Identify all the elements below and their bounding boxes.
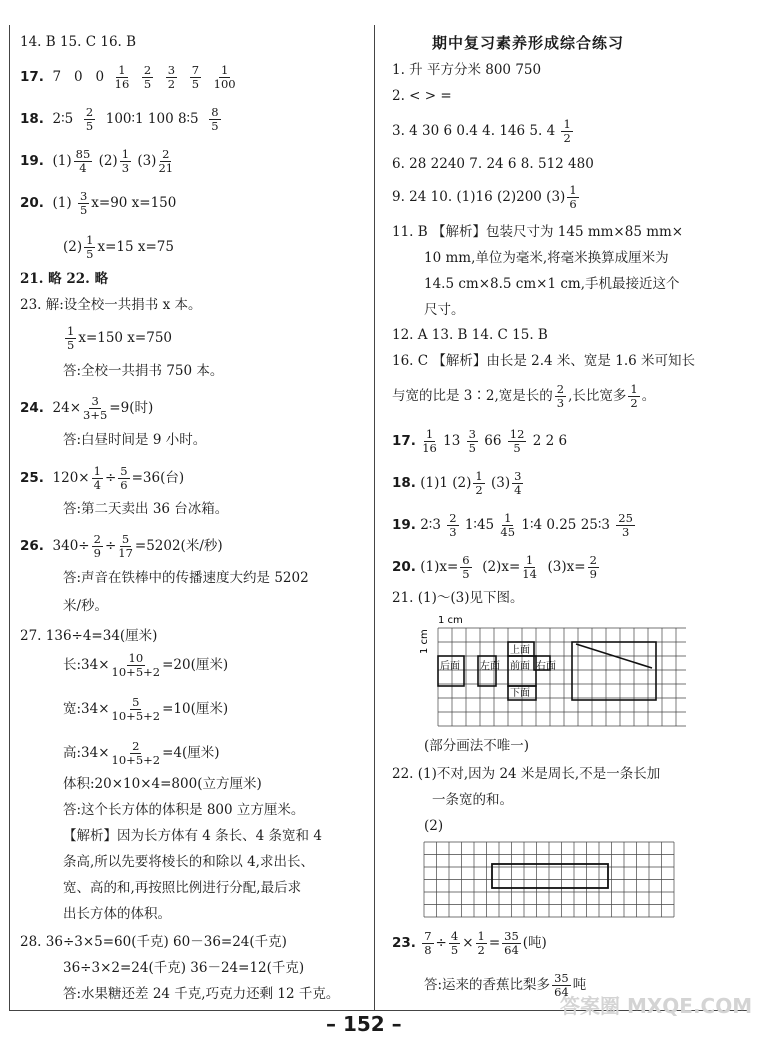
answer-26-ans2: 米/秒。 (63, 598, 109, 614)
answer-r17: 17. $\frac{1}{16}$ 13 $\frac{3}{5}$ 66 $\frac{12}{5}$ 2 2 6 (392, 427, 568, 455)
grid-figure-rectangle (420, 838, 690, 918)
answer-r9-10: 9. 24 10. (1)16 (2)200 (3) $\frac{1}{6}$ (392, 183, 577, 211)
answer-r21: 21. (1)～(3)见下图。 (392, 590, 524, 606)
answer-14-16: 14. B 15. C 16. B (20, 34, 137, 50)
answer-r18: 18. (1)1 (2) $\frac{1}{2}$ (3) $\frac{3}{4}$ (392, 469, 522, 497)
grid-label-front: 前面 (510, 661, 530, 672)
answer-r11-b: 10 mm,单位为毫米,将毫米换算成厘米为 (424, 250, 669, 266)
answer-r3-5: 3. 4 30 6 0.4 4. 146 5. 4 $\frac{1}{2}$ (392, 117, 571, 145)
answer-r23-ans: 答:运来的香蕉比梨多 $\frac{35}{64}$ 吨 (424, 971, 587, 999)
answer-r22-a: 22. (1)不对,因为 24 米是周长,不是一条长加 (392, 766, 661, 782)
answer-27-ans: 答:这个长方体的体积是 800 立方厘米。 (63, 802, 305, 818)
answer-20-2: (2) $\frac{1}{5}$ x=15 x=75 (63, 233, 174, 261)
answer-26: 26. 340÷ $\frac{2}{9}$ ÷ $\frac{5}{17}$ =5202(米/秒) (20, 532, 223, 560)
answer-28-line2: 36÷3×2=24(千克) 36－24=12(千克) (63, 960, 305, 976)
answer-23-ans: 答:全校一共捐书 750 本。 (63, 363, 224, 379)
answer-r19: 19. 2∶3 $\frac{2}{3}$ 1∶45 $\frac{1}{45}$ 1∶4 0.25 25∶3 $\frac{25}{3}$ (392, 511, 633, 539)
grid-label-cm-v: 1 cm (419, 629, 430, 654)
answer-27-note4: 出长方体的体积。 (63, 906, 171, 922)
answer-r22-b: 一条宽的和。 (432, 792, 513, 808)
grid-figure-views (416, 610, 686, 728)
answer-27-note3: 宽、高的和,再按照比例进行分配,最后求 (63, 880, 302, 896)
answer-r11-c: 14.5 cm×8.5 cm×1 cm,手机最接近这个 (424, 276, 680, 292)
answer-18: 18. 2∶5 $\frac{2}{5}$ 100∶1 100 8∶5 $\frac{8}{5}$ (20, 105, 219, 133)
watermark: 答案圈 MXQE.COM (560, 994, 753, 1018)
answer-17: 17. 7 0 0 $\frac{1}{16}$ $\frac{2}{5}$ $\frac{3}{2}$ $\frac{7}{5}$ $\frac{1}{100}$ (20, 63, 236, 91)
answer-27-note1: 【解析】因为长方体有 4 条长、4 条宽和 4 (63, 828, 322, 844)
answer-r2: 2. < > = (392, 88, 452, 104)
grid-label-top: 上面 (510, 645, 530, 656)
answer-r12-15: 12. A 13. B 14. C 15. B (392, 327, 548, 343)
grid-label-bottom: 下面 (510, 688, 530, 699)
answer-27-length: 长:34× $\frac{10}{10+5+2}$ =20(厘米) (63, 651, 229, 679)
grid-label-left: 左面 (480, 661, 500, 672)
answer-28-ans: 答:水果糖还差 24 千克,巧克力还剩 12 千克。 (63, 986, 340, 1002)
answer-27: 27. 136÷4=34(厘米) (20, 628, 158, 644)
answer-27-note2: 条高,所以先要将棱长的和除以 4,求出长、 (63, 854, 314, 870)
answer-26-ans1: 答:声音在铁棒中的传播速度大约是 5202 (63, 570, 309, 586)
answer-r11-d: 尺寸。 (424, 302, 465, 318)
answer-r23: 23. $\frac{7}{8}$ ÷ $\frac{4}{5}$ × $\frac{1}{2}$ = $\frac{35}{64}$ (吨) (392, 929, 547, 957)
answer-23: 23. 解:设全校一共捐书 x 本。 (20, 297, 202, 313)
answer-23-eq: $\frac{1}{5}$ x=150 x=750 (67, 324, 173, 352)
answer-27-width: 宽:34× $\frac{5}{10+5+2}$ =10(厘米) (63, 695, 229, 723)
answer-r11-a: 11. B 【解析】包装尺寸为 145 mm×85 mm× (392, 224, 684, 240)
left-margin-rule (9, 25, 10, 1010)
answer-28-line1: 28. 36÷3×5=60(千克) 60－36=24(千克) (20, 934, 287, 950)
answer-r21-note: (部分画法不唯一) (424, 738, 530, 754)
answer-19: 19. (1) $\frac{85}{4}$ (2) $\frac{1}{3}$ (3) $\frac{2}{21}$ (20, 147, 174, 175)
grid-label-right: 右面 (536, 661, 556, 672)
answer-27-height: 高:34× $\frac{2}{10+5+2}$ =4(厘米) (63, 739, 220, 767)
answer-25: 25. 120× $\frac{1}{4}$ ÷ $\frac{5}{6}$ =36(台) (20, 464, 185, 492)
answer-20-1: 20. (1) $\frac{3}{5}$ x=90 x=150 (20, 189, 177, 217)
answer-r1: 1. 升 平方分米 800 750 (392, 62, 542, 78)
answer-r6-8: 6. 28 2240 7. 24 6 8. 512 480 (392, 156, 594, 172)
answer-21-22: 21. 略 22. 略 (20, 271, 109, 287)
answer-r22-c: (2) (424, 818, 444, 834)
answer-24-ans: 答:白昼时间是 9 小时。 (63, 432, 207, 448)
answer-24: 24. 24× $\frac{3}{3+5}$ =9(时) (20, 394, 154, 422)
answer-r16-b: 与宽的比是 3∶2,宽是长的 $\frac{2}{3}$ ,长比宽多 $\frac{1}{2}$ 。 (392, 382, 656, 410)
grid-label-back: 后面 (440, 661, 460, 672)
page-number: – 152 – (326, 1012, 402, 1036)
grid-label-cm-h: 1 cm (438, 615, 463, 626)
answer-25-ans: 答:第二天卖出 36 台冰箱。 (63, 501, 229, 517)
answer-27-volume: 体积:20×10×4=800(立方厘米) (63, 776, 262, 792)
answer-r20: 20. (1)x= $\frac{6}{5}$ (2)x= $\frac{1}{14}$ (3)x= $\frac{2}{9}$ (392, 553, 597, 581)
answer-r16-a: 16. C 【解析】由长是 2.4 米、宽是 1.6 米可知长 (392, 353, 695, 369)
column-divider (374, 25, 375, 1010)
section-title: 期中复习素养形成综合练习 (432, 34, 625, 52)
